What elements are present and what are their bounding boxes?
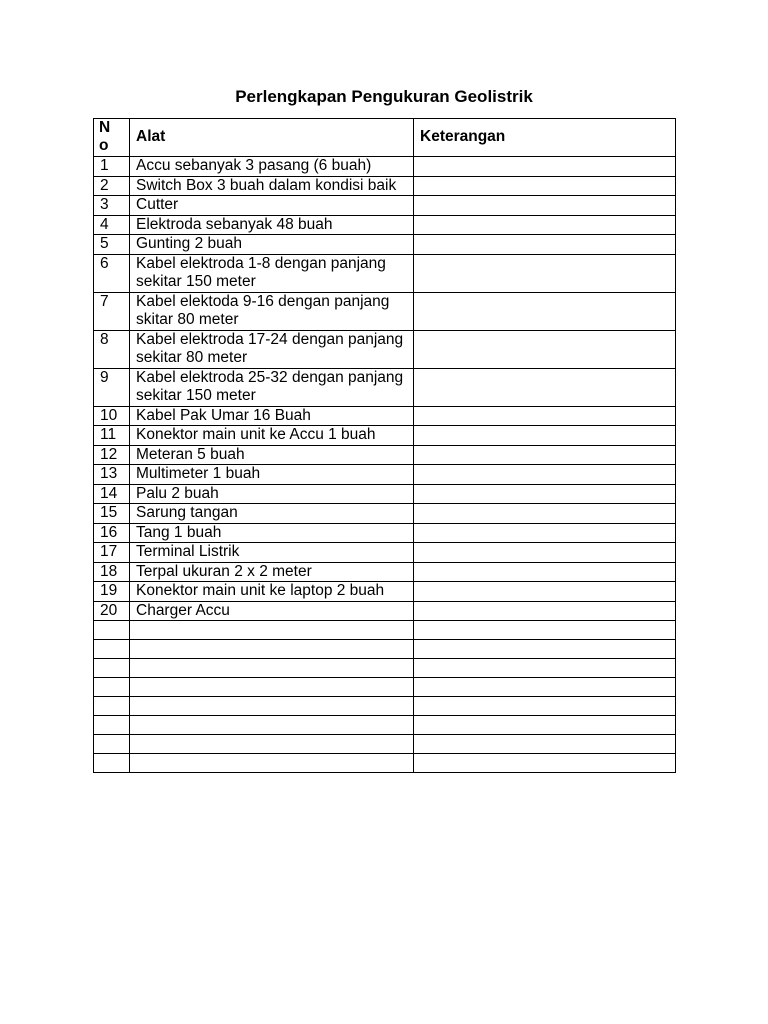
table-row [94, 640, 676, 659]
cell-alat [130, 678, 414, 697]
cell-no [94, 621, 130, 640]
table-row [94, 523, 676, 543]
cell-no: 3 [94, 196, 130, 216]
table-row [94, 254, 676, 292]
cell-no: 9 [94, 368, 130, 406]
cell-alat: Meteran 5 buah [130, 445, 414, 465]
cell-keterangan [414, 716, 676, 735]
cell-no: 13 [94, 465, 130, 485]
cell-keterangan [414, 292, 676, 330]
cell-no [94, 735, 130, 754]
cell-no: 20 [94, 601, 130, 621]
table-row [94, 445, 676, 465]
cell-keterangan [414, 157, 676, 177]
table-row [94, 678, 676, 697]
cell-alat: Kabel elektoda 9-16 dengan panjang skitar 80 meter [130, 292, 414, 330]
table-row [94, 582, 676, 602]
table-row [94, 176, 676, 196]
cell-no [94, 659, 130, 678]
cell-no: 12 [94, 445, 130, 465]
cell-alat: Gunting 2 buah [130, 235, 414, 255]
cell-alat: Kabel elektroda 17-24 dengan panjang sekitar 80 meter [130, 330, 414, 368]
cell-keterangan [414, 484, 676, 504]
cell-no: 11 [94, 426, 130, 446]
cell-keterangan [414, 176, 676, 196]
header-alat: Alat [130, 119, 414, 157]
table-row [94, 562, 676, 582]
cell-no [94, 716, 130, 735]
cell-keterangan [414, 697, 676, 716]
cell-keterangan [414, 582, 676, 602]
table-row [94, 484, 676, 504]
header-no: No [94, 119, 130, 157]
cell-keterangan [414, 196, 676, 216]
table-row [94, 716, 676, 735]
cell-alat: Kabel Pak Umar 16 Buah [130, 406, 414, 426]
table-body [94, 119, 676, 773]
table-row [94, 601, 676, 621]
cell-alat: Accu sebanyak 3 pasang (6 buah) [130, 157, 414, 177]
cell-keterangan [414, 215, 676, 235]
table-row [94, 697, 676, 716]
cell-no: 10 [94, 406, 130, 426]
cell-no: 4 [94, 215, 130, 235]
page-title: Perlengkapan Pengukuran Geolistrik [235, 87, 533, 106]
cell-keterangan [414, 426, 676, 446]
cell-keterangan [414, 368, 676, 406]
cell-no [94, 678, 130, 697]
cell-alat: Charger Accu [130, 601, 414, 621]
cell-keterangan [414, 735, 676, 754]
cell-alat: Kabel elektroda 1-8 dengan panjang sekitar 150 meter [130, 254, 414, 292]
cell-no: 2 [94, 176, 130, 196]
table-row [94, 292, 676, 330]
table-row [94, 215, 676, 235]
cell-alat [130, 735, 414, 754]
cell-alat [130, 697, 414, 716]
table-row [94, 368, 676, 406]
table-row [94, 543, 676, 563]
cell-keterangan [414, 543, 676, 563]
cell-keterangan [414, 504, 676, 524]
cell-alat: Kabel elektroda 25-32 dengan panjang sekitar 150 meter [130, 368, 414, 406]
table-row [94, 465, 676, 485]
table-row [94, 659, 676, 678]
cell-alat: Multimeter 1 buah [130, 465, 414, 485]
cell-alat: Terminal Listrik [130, 543, 414, 563]
cell-alat [130, 659, 414, 678]
cell-no: 5 [94, 235, 130, 255]
table-row [94, 196, 676, 216]
table-row [94, 406, 676, 426]
cell-alat: Tang 1 buah [130, 523, 414, 543]
cell-no [94, 697, 130, 716]
table-row [94, 157, 676, 177]
cell-keterangan [414, 678, 676, 697]
cell-alat: Elektroda sebanyak 48 buah [130, 215, 414, 235]
cell-no: 18 [94, 562, 130, 582]
equipment-table [93, 118, 676, 773]
cell-keterangan [414, 754, 676, 773]
cell-no: 14 [94, 484, 130, 504]
cell-keterangan [414, 330, 676, 368]
cell-alat: Konektor main unit ke Accu 1 buah [130, 426, 414, 446]
cell-alat [130, 716, 414, 735]
cell-no [94, 640, 130, 659]
table-row [94, 504, 676, 524]
cell-keterangan [414, 562, 676, 582]
cell-alat: Palu 2 buah [130, 484, 414, 504]
cell-alat: Cutter [130, 196, 414, 216]
cell-keterangan [414, 621, 676, 640]
header-keterangan: Keterangan [414, 119, 676, 157]
cell-keterangan [414, 445, 676, 465]
cell-alat: Switch Box 3 buah dalam kondisi baik [130, 176, 414, 196]
cell-alat: Terpal ukuran 2 x 2 meter [130, 562, 414, 582]
cell-no: 7 [94, 292, 130, 330]
cell-alat: Sarung tangan [130, 504, 414, 524]
cell-no: 17 [94, 543, 130, 563]
cell-no: 8 [94, 330, 130, 368]
cell-no: 6 [94, 254, 130, 292]
table-row [94, 330, 676, 368]
cell-keterangan [414, 523, 676, 543]
cell-keterangan [414, 254, 676, 292]
table-row [94, 621, 676, 640]
cell-keterangan [414, 406, 676, 426]
cell-alat [130, 621, 414, 640]
cell-keterangan [414, 601, 676, 621]
cell-keterangan [414, 659, 676, 678]
cell-keterangan [414, 465, 676, 485]
cell-no: 19 [94, 582, 130, 602]
cell-keterangan [414, 640, 676, 659]
cell-alat [130, 754, 414, 773]
cell-no: 1 [94, 157, 130, 177]
cell-alat [130, 640, 414, 659]
table-row [94, 235, 676, 255]
cell-no: 16 [94, 523, 130, 543]
cell-no: 15 [94, 504, 130, 524]
cell-no [94, 754, 130, 773]
table-header-row [94, 119, 676, 157]
table-row [94, 754, 676, 773]
cell-alat: Konektor main unit ke laptop 2 buah [130, 582, 414, 602]
table-row [94, 735, 676, 754]
table-row [94, 426, 676, 446]
cell-keterangan [414, 235, 676, 255]
